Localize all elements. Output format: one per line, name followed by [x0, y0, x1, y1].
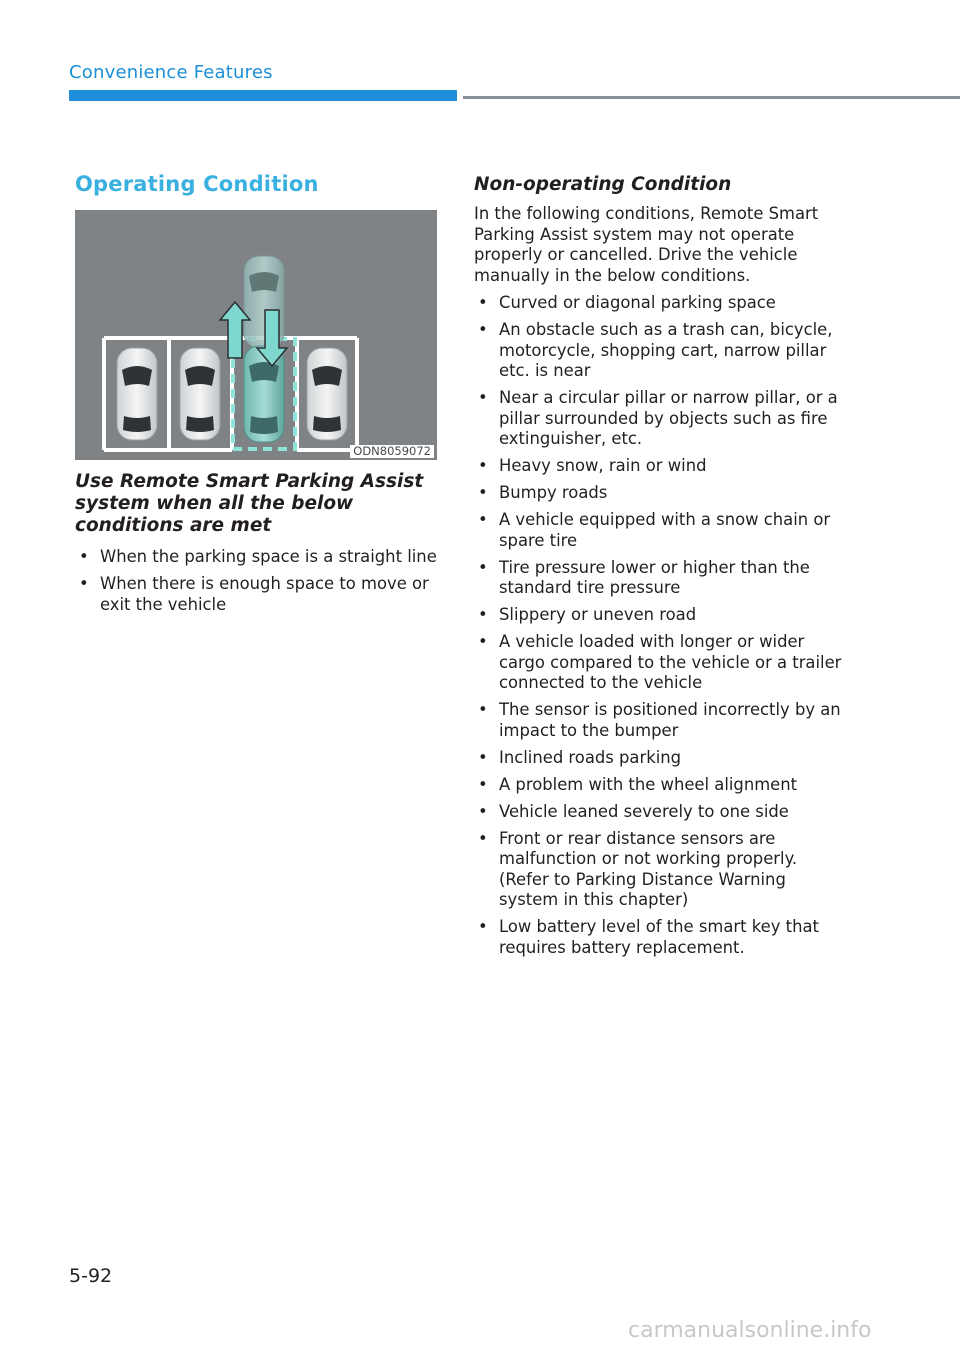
watermark: carmanualsonline.info	[628, 1318, 872, 1343]
list-item: • Low battery level of the smart key that requires battery replacement.	[478, 917, 819, 957]
parking-illustration	[75, 210, 437, 460]
parked-car-1	[117, 348, 157, 440]
list-item: • Slippery or uneven road	[478, 605, 697, 624]
list-item: • Bumpy roads	[478, 483, 608, 502]
left-column	[75, 172, 437, 622]
list-item: • The sensor is positioned incorrectly by an impact to the bumper	[478, 700, 841, 740]
list-item: • When there is enough space to move or exit the vehicle	[79, 574, 429, 614]
list-item: • Near a circular pillar or narrow pillar, or a pillar surrounded by objects such as fire extinguisher, etc.	[478, 388, 838, 448]
page-number: 5-92	[69, 1265, 113, 1287]
parked-car-4	[307, 348, 347, 440]
conditions-subtitle: Use Remote Smart Parking Assist system when all the below conditions are met	[75, 471, 424, 536]
parked-car-2	[180, 348, 220, 440]
intro-paragraph: In the following conditions, Remote Smart Parking Assist system may not operate properly or cancelled. Drive the vehicle manually in the below conditions.	[474, 204, 819, 285]
parking-diagram	[75, 210, 437, 460]
right-column	[474, 172, 844, 965]
list-item: • A vehicle loaded with longer or wider cargo compared to the vehicle or a trailer connected to the vehicle	[478, 632, 842, 692]
list-item: • A vehicle equipped with a snow chain or spare tire	[478, 510, 831, 550]
non-operating-conditions-list	[474, 293, 844, 958]
list-item: • Front or rear distance sensors are malfunction or not working properly. (Refer to Parking Distance Warning system in this chapter)	[478, 828, 798, 909]
operating-condition-title: Operating Condition	[75, 172, 319, 196]
list-item: • A problem with the wheel alignment	[478, 774, 798, 794]
list-item: • Tire pressure lower or higher than the standard tire pressure	[478, 557, 810, 597]
figure-code: ODN8059072	[350, 445, 434, 458]
header-bar-divider	[463, 96, 960, 99]
list-item: • Inclined roads parking	[478, 747, 682, 767]
list-item: • Curved or diagonal parking space	[478, 293, 776, 312]
teal-car	[244, 346, 284, 442]
list-item: • An obstacle such as a trash can, bicycle, motorcycle, shopping cart, narrow pillar etc. is near	[478, 320, 833, 380]
non-operating-title: Non-operating Condition	[474, 174, 732, 195]
list-item: • Vehicle leaned severely to one side	[478, 801, 789, 821]
header-bar-accent	[69, 90, 457, 101]
list-item: • Heavy snow, rain or wind	[478, 456, 707, 475]
list-item: • When the parking space is a straight line	[79, 547, 437, 566]
operating-conditions-list	[75, 547, 437, 615]
section-header: Convenience Features	[69, 62, 273, 83]
